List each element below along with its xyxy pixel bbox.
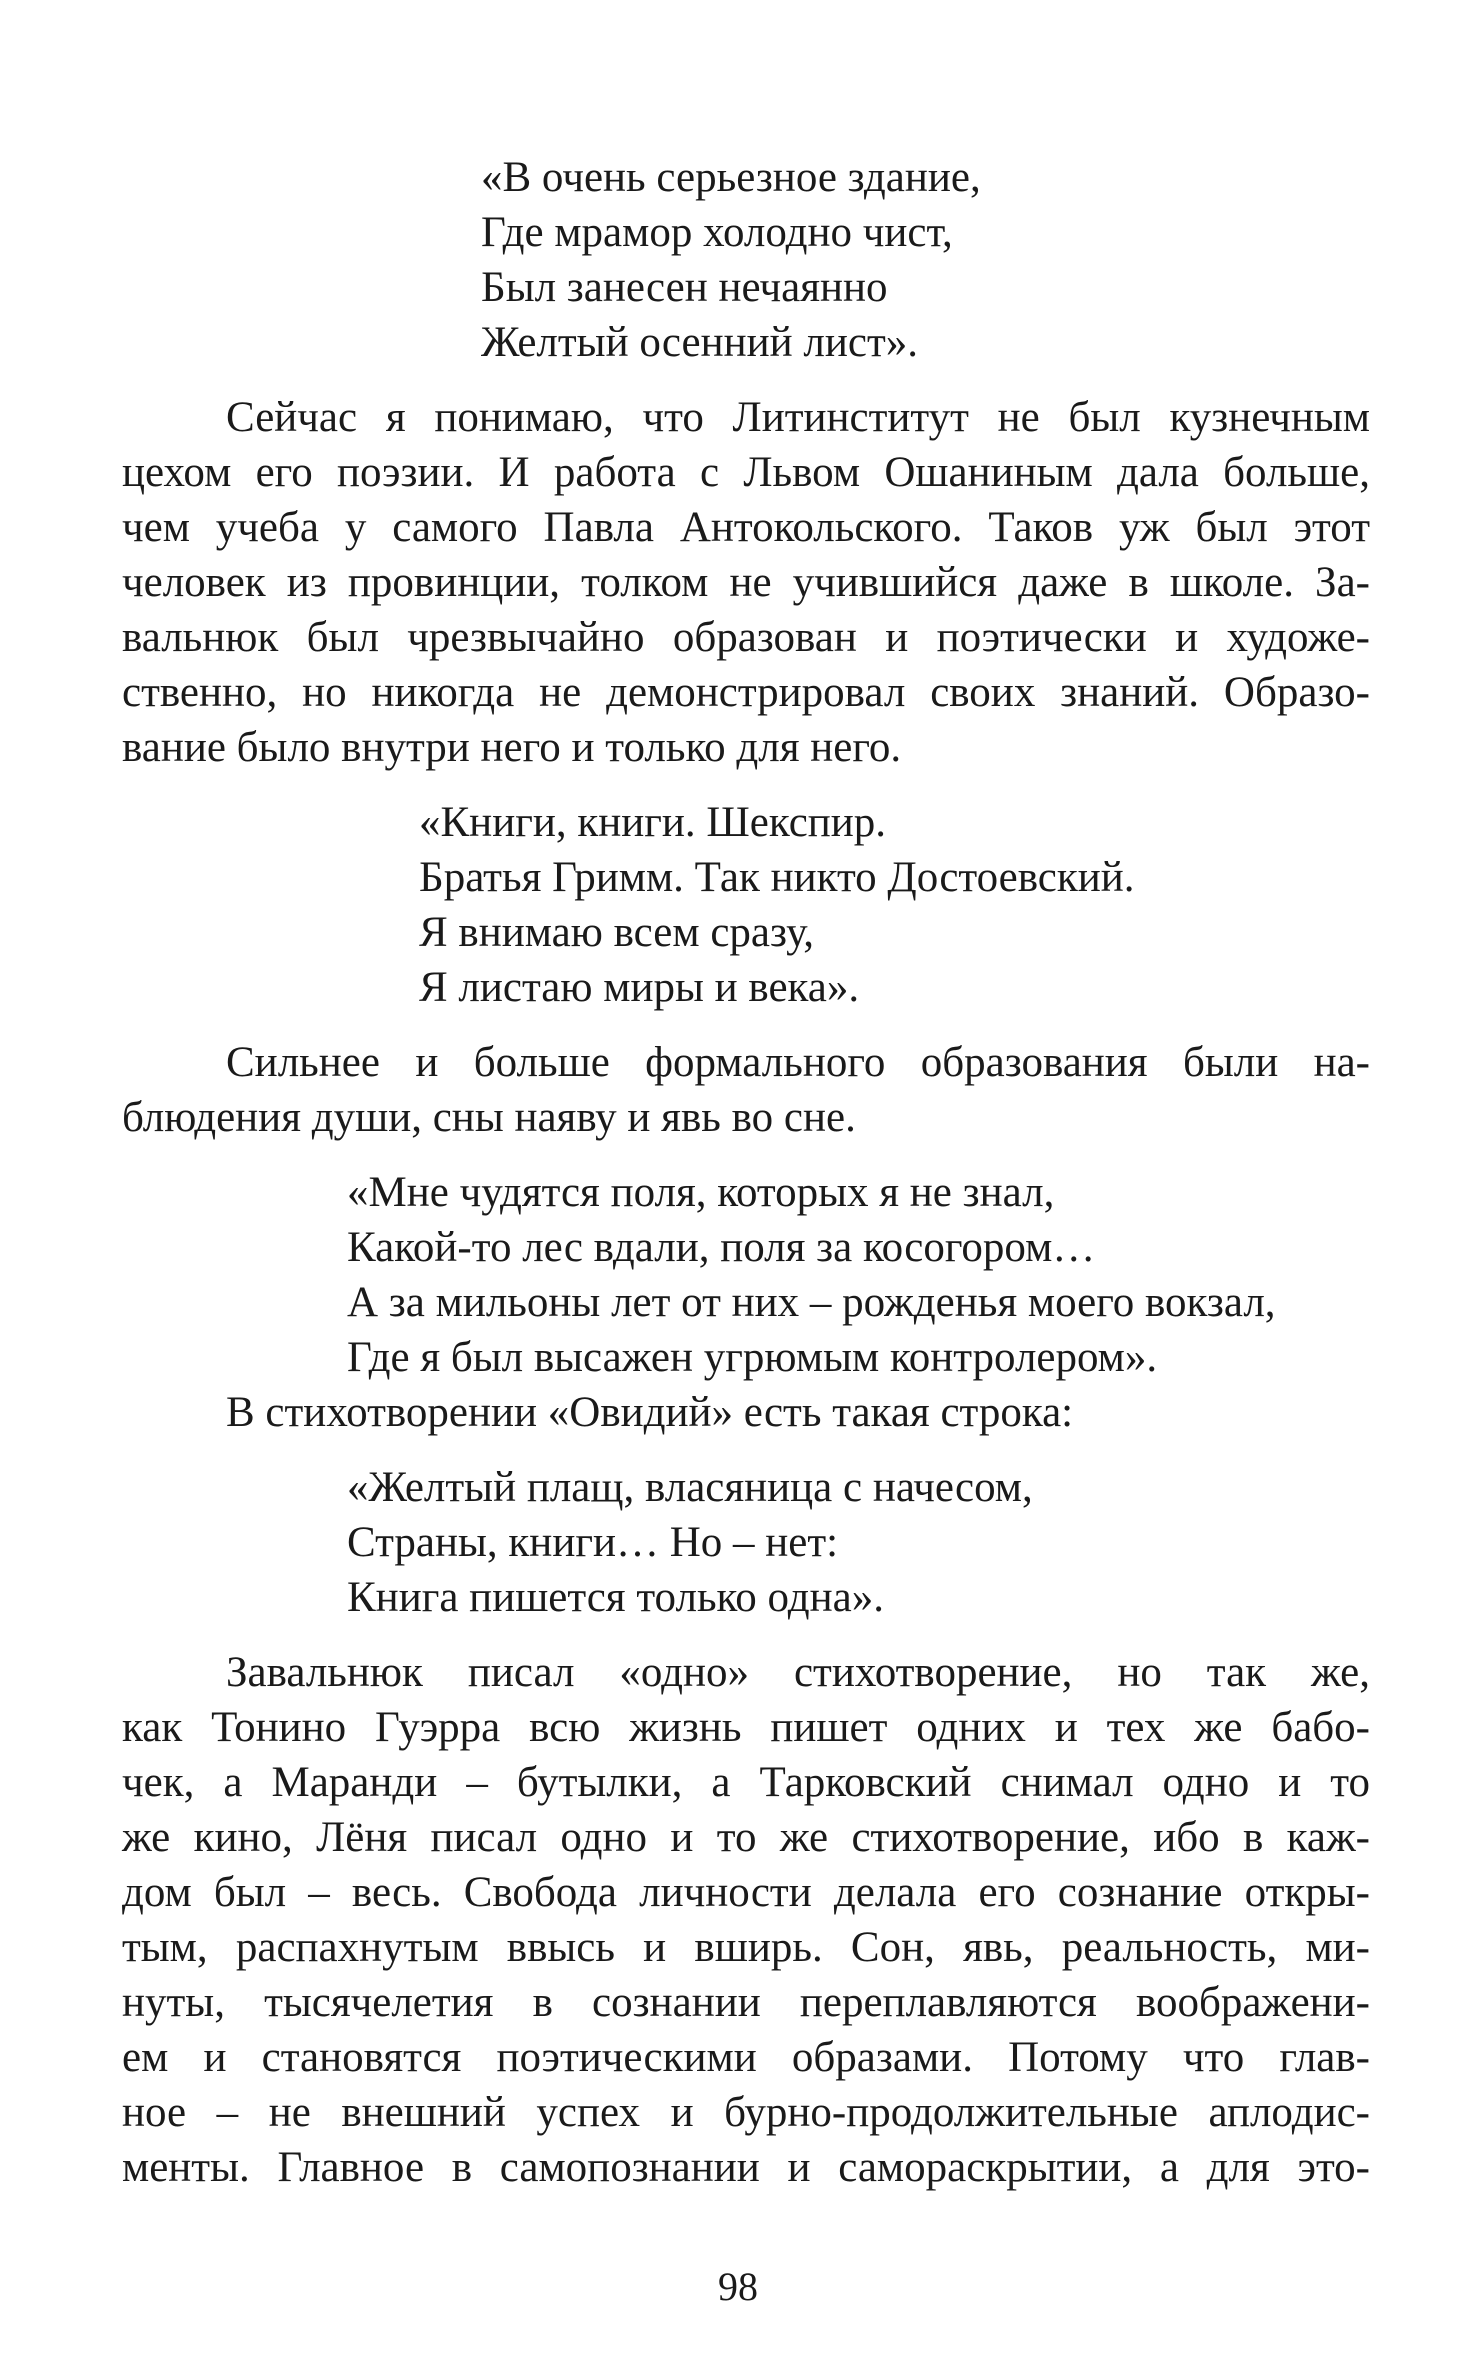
text-line: ственно, но никогда не демонстрировал своих знаний. Образо- [122,669,1370,716]
text-line: чек, а Маранди – бутылки, а Тарковский снимал одно и то [122,1759,1370,1806]
text-line: ное – не внешний успех и бурно-продолжительные аплодис- [122,2089,1370,2136]
text-line: менты. Главное в самопознании и самораскрытии, а для это- [122,2144,1370,2191]
text-line: блюдения души, сны наяву и явь во сне. [122,1094,856,1141]
page-number: 98 [718,2264,758,2309]
poem-quote-3 [347,1165,1370,1385]
paragraph-litinstitut [122,390,1370,775]
poem-line: Желтый осенний лист». [481,319,918,366]
text-line: вальнюк был чрезвычайно образован и поэтически и художе- [122,614,1370,661]
poem-line: Братья Гримм. Так никто Достоевский. [419,854,1135,901]
poem-quote-2 [419,795,1370,1015]
text-line: Сильнее и больше формального образования были на- [226,1039,1370,1086]
poem-line: «В очень серьезное здание, [481,154,981,201]
poem-line: «Мне чудятся поля, которых я не знал, [347,1169,1055,1216]
text-line: нуты, тысячелетия в сознании переплавляются воображени- [122,1979,1370,2026]
paragraph-one-poem [122,1645,1370,2195]
poem-line: Я листаю миры и века». [419,964,860,1011]
poem-quote-1 [481,150,1370,370]
poem-line: «Книги, книги. Шекспир. [419,799,887,846]
poem-line: А за мильоны лет от них – рожденья моего вокзал, [347,1279,1276,1326]
page-body [122,150,1370,2195]
poem-line: Какой-то лес вдали, поля за косогором… [347,1224,1096,1271]
text-line: как Тонино Гуэрра всю жизнь пишет одних и тех же бабо- [122,1704,1370,1751]
text-line: дом был – весь. Свобода личности делала его сознание откры- [122,1869,1370,1916]
paragraph-ovid [122,1385,1370,1440]
text-line: же кино, Лёня писал одно и то же стихотворение, ибо в каж- [122,1814,1370,1861]
text-line: ем и становятся поэтическими образами. Потому что глав- [122,2034,1370,2081]
poem-line: Я внимаю всем сразу, [419,909,815,956]
poem-line: Был занесен нечаянно [481,264,888,311]
poem-line: Страны, книги… Но – нет: [347,1519,839,1566]
text-line: вание было внутри него и только для него. [122,724,902,771]
poem-line: Где мрамор холодно чист, [481,209,953,256]
poem-line: Где я был высажен угрюмым контролером». [347,1334,1158,1381]
poem-line: Книга пишется только одна». [347,1574,884,1621]
text-line: тым, распахнутым ввысь и вширь. Сон, явь, реальность, ми- [122,1924,1370,1971]
paragraph-observations [122,1035,1370,1145]
text-line: Сейчас я понимаю, что Литинститут не был кузнечным [226,394,1370,441]
text-line: цехом его поэзии. И работа с Львом Ошаниным дала больше, [122,449,1370,496]
text-line: человек из провинции, толком не учившийся даже в школе. За- [122,559,1370,606]
text-line: В стихотворении «Овидий» есть такая строка: [226,1389,1074,1436]
poem-line: «Желтый плащ, власяница с начесом, [347,1464,1033,1511]
text-line: чем учеба у самого Павла Антокольского. Таков уж был этот [122,504,1370,551]
poem-quote-4 [347,1460,1370,1625]
text-line: Завальнюк писал «одно» стихотворение, но так же, [226,1649,1370,1696]
